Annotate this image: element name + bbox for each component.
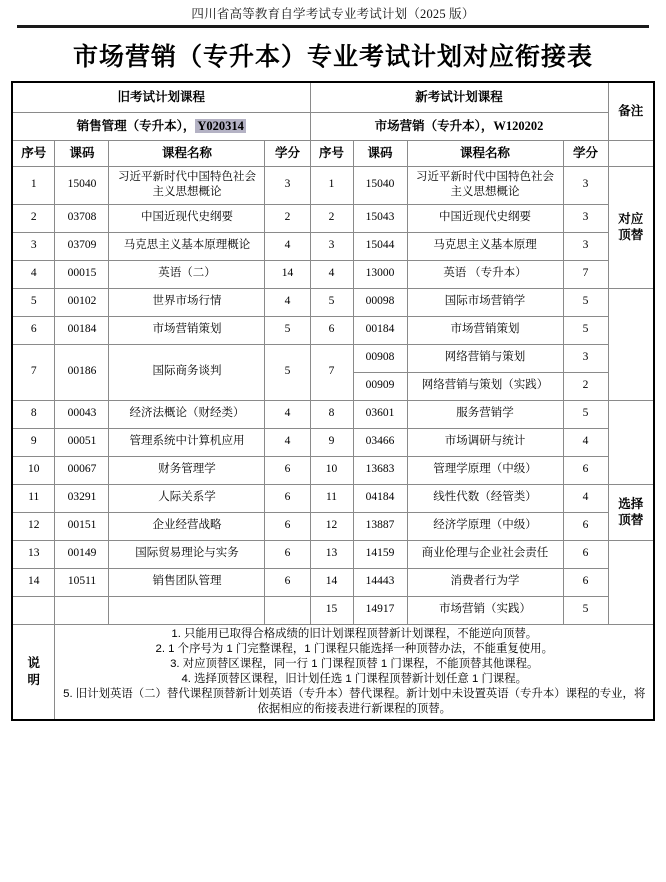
cell-new-credit: 5: [563, 400, 608, 428]
old-major-cell: [12, 112, 310, 140]
cell-new-name: 管理学原理（中级）: [407, 456, 563, 484]
table-row: [12, 288, 654, 316]
cell-old-code: [55, 596, 109, 624]
cell-new-name: 英语 （专升本）: [407, 260, 563, 288]
cell-new-credit: 3: [563, 204, 608, 232]
remark-corresponding-line-2: 顶替: [618, 228, 644, 242]
cell-new-credit: 6: [563, 456, 608, 484]
cell-old-credit: 6: [265, 484, 310, 512]
cell-old-credit: 14: [265, 260, 310, 288]
cell-new-name: 市场调研与统计: [407, 428, 563, 456]
cell-new-name: 商业伦理与企业社会责任: [407, 540, 563, 568]
table-row: [12, 232, 654, 260]
cell-new-seq: 14: [310, 568, 353, 596]
cell-old-seq: 7: [12, 344, 55, 400]
table-row: [12, 568, 654, 596]
old-major-code-highlight: Y020314: [197, 118, 244, 133]
note-item-5: 5. 旧计划英语（二）替代课程顶替新计划英语（专升本）替代课程。新计划中未设置英语（专升本）课程的专业，将依据相应的衔接表进行新课程的顶替。: [63, 687, 646, 715]
cell-new-code: 15044: [353, 232, 407, 260]
cell-old-seq: 5: [12, 288, 55, 316]
note-item-3: 3. 对应顶替区课程，同一行 1 门课程顶替 1 门课程，不能顶替其他课程。: [170, 657, 539, 670]
cell-new-code: 13683: [353, 456, 407, 484]
group-header-old-plan: 旧考试计划课程: [12, 82, 310, 112]
old-major-prefix: 销售管理（专升本），: [76, 118, 196, 133]
cell-new-name: 国际市场营销学: [407, 288, 563, 316]
cell-old-code: 00186: [55, 344, 109, 400]
column-header-new-seq: 序号: [310, 140, 353, 166]
cell-new-credit: 6: [563, 512, 608, 540]
cell-old-name: 世界市场行情: [109, 288, 265, 316]
cell-new-name: 经济学原理（中级）: [407, 512, 563, 540]
cell-old-code: 00015: [55, 260, 109, 288]
cell-new-seq: 1: [310, 166, 353, 204]
cell-old-name: 企业经营战略: [109, 512, 265, 540]
column-header-old-name: 课程名称: [109, 140, 265, 166]
remark-corresponding-line-1: 对应: [618, 211, 644, 226]
cell-old-seq: 3: [12, 232, 55, 260]
cell-old-name: 中国近现代史纲要: [109, 204, 265, 232]
cell-new-credit: 5: [563, 316, 608, 344]
cell-old-code: 03708: [55, 204, 109, 232]
column-header-old-credit: 学分: [265, 140, 310, 166]
cell-new-credit: 4: [563, 428, 608, 456]
cell-old-code: 00184: [55, 316, 109, 344]
cell-old-code: 10511: [55, 568, 109, 596]
cell-new-seq: 15: [310, 596, 353, 624]
cell-old-credit: 4: [265, 232, 310, 260]
cell-new-code: 03601: [353, 400, 407, 428]
cell-old-credit: 6: [265, 456, 310, 484]
cell-old-code: 00151: [55, 512, 109, 540]
cell-new-name: 马克思主义基本原理: [407, 232, 563, 260]
cell-new-code: 15040: [353, 166, 407, 204]
table-row: [12, 484, 654, 512]
notes-row: [12, 624, 654, 720]
cell-old-seq: 13: [12, 540, 55, 568]
cell-new-name: 服务营销学: [407, 400, 563, 428]
cell-new-credit: 7: [563, 260, 608, 288]
remark-selective-filler-bottom: [608, 540, 654, 624]
group-header-new-plan: 新考试计划课程: [310, 82, 608, 112]
cell-old-seq: 9: [12, 428, 55, 456]
cell-old-credit: 4: [265, 428, 310, 456]
cell-old-code: 03709: [55, 232, 109, 260]
cell-old-seq: 11: [12, 484, 55, 512]
column-header-row: [12, 140, 654, 166]
cell-new-seq: 12: [310, 512, 353, 540]
column-header-new-name: 课程名称: [407, 140, 563, 166]
cell-old-credit: 5: [265, 316, 310, 344]
remark-selective-filler-top: [608, 400, 654, 484]
cell-new-credit: 2: [563, 372, 608, 400]
column-header-remark-spacer: [608, 140, 654, 166]
cell-old-name: 英语（二）: [109, 260, 265, 288]
cell-old-code: 00102: [55, 288, 109, 316]
table-row: [12, 344, 654, 372]
cell-old-name: 国际贸易理论与实务: [109, 540, 265, 568]
cell-old-code: 00149: [55, 540, 109, 568]
cell-old-code: 00043: [55, 400, 109, 428]
group-header-row: [12, 82, 654, 112]
cell-new-credit: 4: [563, 484, 608, 512]
major-header-row: [12, 112, 654, 140]
cell-new-seq: 5: [310, 288, 353, 316]
cell-new-code: 14917: [353, 596, 407, 624]
cell-old-seq: 6: [12, 316, 55, 344]
cell-new-code: 15043: [353, 204, 407, 232]
cell-new-code: 04184: [353, 484, 407, 512]
cell-new-code: 00098: [353, 288, 407, 316]
table-row: [12, 316, 654, 344]
cell-new-name: 线性代数（经管类）: [407, 484, 563, 512]
notes-body: [55, 624, 654, 720]
notes-label-char-2: 明: [27, 672, 40, 687]
table-row: [12, 260, 654, 288]
cell-old-name: 人际关系学: [109, 484, 265, 512]
cell-new-seq: 6: [310, 316, 353, 344]
cell-old-seq: [12, 596, 55, 624]
cell-old-credit: 2: [265, 204, 310, 232]
cell-new-seq: 10: [310, 456, 353, 484]
column-header-old-seq: 序号: [12, 140, 55, 166]
header-divider-rule: [17, 25, 649, 28]
cell-new-seq: 9: [310, 428, 353, 456]
cell-old-credit: 6: [265, 568, 310, 596]
cell-new-seq: 4: [310, 260, 353, 288]
table-row: [12, 428, 654, 456]
cell-new-credit: 3: [563, 232, 608, 260]
cell-old-credit: 3: [265, 166, 310, 204]
remark-selective: [608, 484, 654, 540]
cell-new-name: 市场营销策划: [407, 316, 563, 344]
note-item-2: 2. 1 个序号为 1 门完整课程，1 门课程只能选择一种顶替办法，不能重复使用。: [155, 642, 553, 655]
cell-new-code: 00908: [353, 344, 407, 372]
table-row: [12, 540, 654, 568]
cell-old-code: 00051: [55, 428, 109, 456]
cell-new-credit: 5: [563, 288, 608, 316]
remark-corresponding-filler: [608, 288, 654, 400]
cell-old-code: 00067: [55, 456, 109, 484]
cell-old-name: 销售团队管理: [109, 568, 265, 596]
table-row: [12, 512, 654, 540]
cell-old-name: [109, 596, 265, 624]
cell-old-name: 习近平新时代中国特色社会主义思想概论: [109, 166, 265, 204]
cell-old-name: 马克思主义基本原理概论: [109, 232, 265, 260]
cell-old-name: 国际商务谈判: [109, 344, 265, 400]
cell-old-name: 管理系统中计算机应用: [109, 428, 265, 456]
remark-selective-line-2: 顶替: [618, 513, 644, 527]
cell-new-name: 中国近现代史纲要: [407, 204, 563, 232]
table-row: [12, 400, 654, 428]
remark-selective-line-1: 选择: [618, 496, 644, 511]
cell-old-code: 03291: [55, 484, 109, 512]
cell-new-credit: 6: [563, 540, 608, 568]
cell-old-code: 15040: [55, 166, 109, 204]
cell-old-credit: [265, 596, 310, 624]
cell-new-name: 网络营销与策划: [407, 344, 563, 372]
cell-new-code: 14159: [353, 540, 407, 568]
note-item-1: 1. 只能用已取得合格成绩的旧计划课程顶替新计划课程，不能逆向顶替。: [171, 627, 538, 640]
cell-old-name: 财务管理学: [109, 456, 265, 484]
table-row: [12, 456, 654, 484]
cell-old-seq: 8: [12, 400, 55, 428]
cell-old-seq: 12: [12, 512, 55, 540]
table-row: [12, 596, 654, 624]
cell-new-credit: 3: [563, 344, 608, 372]
notes-label: [12, 624, 55, 720]
cell-new-seq: 7: [310, 344, 353, 400]
cell-old-name: 市场营销策划: [109, 316, 265, 344]
cell-old-seq: 4: [12, 260, 55, 288]
page-title: 市场营销（专升本）专业考试计划对应衔接表: [72, 44, 593, 71]
cell-old-credit: 6: [265, 512, 310, 540]
cell-new-seq: 2: [310, 204, 353, 232]
remark-corresponding: [608, 166, 654, 288]
cell-new-name: 市场营销（实践）: [407, 596, 563, 624]
cell-old-seq: 1: [12, 166, 55, 204]
cell-new-code: 00184: [353, 316, 407, 344]
course-articulation-table: [11, 81, 655, 721]
cell-old-name: 经济法概论（财经类）: [109, 400, 265, 428]
column-header-remark: 备注: [608, 82, 654, 140]
column-header-old-code: 课码: [55, 140, 109, 166]
cell-old-credit: 5: [265, 344, 310, 400]
cell-new-name: 消费者行为学: [407, 568, 563, 596]
note-item-4: 4. 选择顶替区课程，旧计划任选 1 门课程顶替新计划任意 1 门课程。: [181, 672, 528, 685]
cell-old-seq: 14: [12, 568, 55, 596]
column-header-new-credit: 学分: [563, 140, 608, 166]
column-header-new-code: 课码: [353, 140, 407, 166]
cell-new-name: 网络营销与策划（实践）: [407, 372, 563, 400]
table-row: [12, 166, 654, 204]
new-major-cell: 市场营销（专升本），W120202: [310, 112, 608, 140]
cell-new-code: 00909: [353, 372, 407, 400]
running-header: 四川省高等教育自学考试专业考试计划（2025 版）: [191, 7, 475, 21]
cell-new-credit: 3: [563, 166, 608, 204]
cell-old-seq: 2: [12, 204, 55, 232]
cell-new-code: 14443: [353, 568, 407, 596]
cell-new-code: 03466: [353, 428, 407, 456]
cell-old-credit: 6: [265, 540, 310, 568]
cell-new-name: 习近平新时代中国特色社会主义思想概论: [407, 166, 563, 204]
cell-new-seq: 11: [310, 484, 353, 512]
cell-new-seq: 8: [310, 400, 353, 428]
cell-new-code: 13000: [353, 260, 407, 288]
cell-new-credit: 5: [563, 596, 608, 624]
cell-new-seq: 13: [310, 540, 353, 568]
table-row: [12, 204, 654, 232]
cell-new-credit: 6: [563, 568, 608, 596]
cell-old-credit: 4: [265, 400, 310, 428]
cell-new-seq: 3: [310, 232, 353, 260]
notes-label-char-1: 说: [27, 656, 40, 671]
cell-old-seq: 10: [12, 456, 55, 484]
table-body: [12, 82, 654, 720]
cell-new-code: 13887: [353, 512, 407, 540]
cell-old-credit: 4: [265, 288, 310, 316]
